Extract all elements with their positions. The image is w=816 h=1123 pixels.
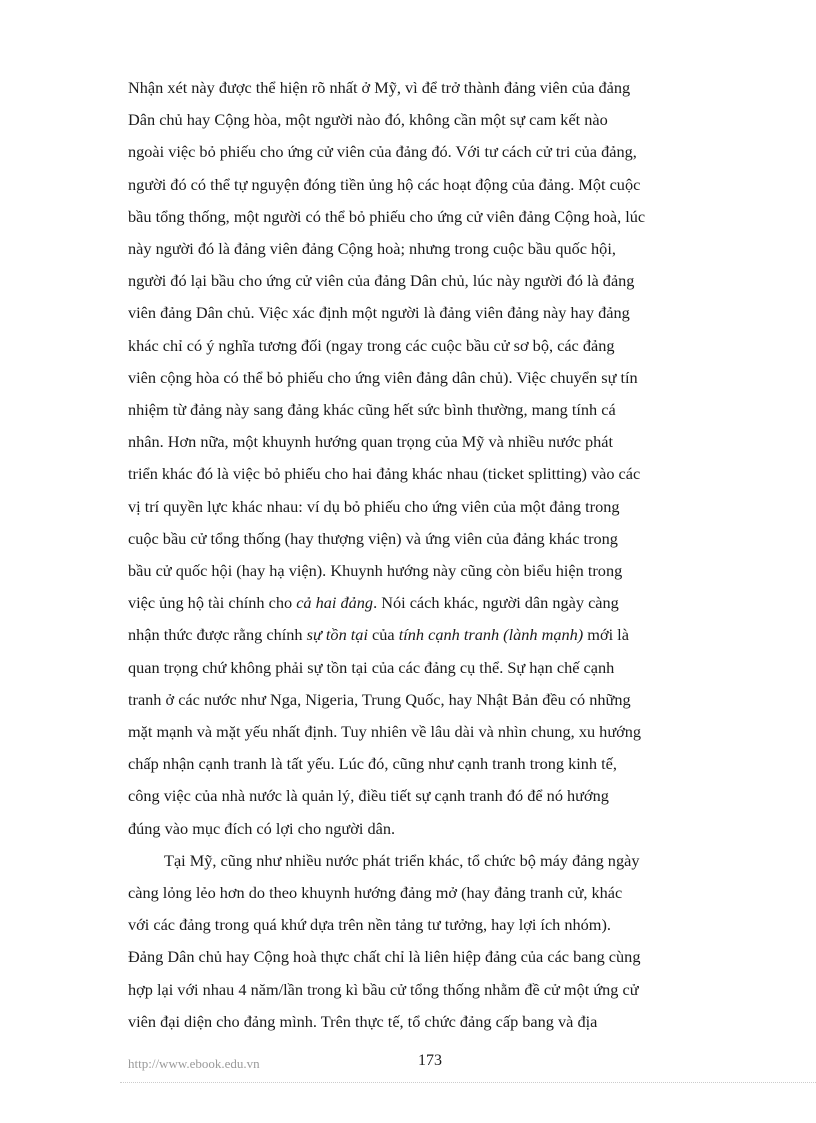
text-line: Nhận xét này được thể hiện rõ nhất ở Mỹ, vì để trở thành đảng viên của đảng	[128, 78, 631, 97]
paragraph	[128, 72, 694, 845]
text-line: bầu tổng thống, một người có thể bỏ phiếu cho ứng cử viên đảng Cộng hoà, lúc	[128, 206, 646, 226]
text-line: đúng vào mục đích có lợi cho người dân.	[128, 818, 396, 838]
page-number: 173	[418, 1052, 442, 1069]
text-line: người đó có thể tự nguyện đóng tiền ủng hộ các hoạt động của đảng. Một cuộc	[128, 174, 641, 194]
text-line: người đó lại bầu cho ứng cử viên của đảng Dân chủ, lúc này người đó là đảng	[128, 271, 635, 291]
text-line	[128, 619, 694, 651]
text-run: việc ủng hộ tài chính cho	[128, 593, 297, 613]
paragraph	[128, 845, 694, 1038]
text-line: Tại Mỹ, cũng như nhiều nước phát triển khác, tổ chức bộ máy đảng ngày	[164, 850, 640, 870]
text-run: . Nói cách khác, người dân ngày càng	[373, 593, 619, 613]
emphasis-text: cả hai đảng	[296, 593, 374, 613]
page-footer	[0, 1052, 816, 1082]
footer-divider	[120, 1082, 816, 1083]
text-line: với các đảng trong quá khứ dựa trên nền tảng tư tưởng, hay lợi ích nhóm).	[128, 915, 611, 935]
text-line: này người đó là đảng viên đảng Cộng hoà; nhưng trong cuộc bầu quốc hội,	[128, 239, 616, 259]
text-line: viên cộng hòa có thể bỏ phiếu cho ứng viên đảng dân chủ). Việc chuyển sự tín	[128, 367, 638, 387]
emphasis-text: sự tồn tại	[306, 625, 368, 645]
text-line: nhiệm từ đảng này sang đảng khác cũng hết sức bình thường, mang tính cá	[128, 400, 616, 420]
text-line	[128, 587, 694, 619]
text-line: Đảng Dân chủ hay Cộng hoà thực chất chỉ là liên hiệp đảng của các bang cùng	[128, 947, 641, 967]
text-line: mặt mạnh và mặt yếu nhất định. Tuy nhiên về lâu dài và nhìn chung, xu hướng	[128, 722, 642, 742]
text-line: công việc của nhà nước là quản lý, điều tiết sự cạnh tranh đó để nó hướng	[128, 786, 609, 806]
text-line: vị trí quyền lực khác nhau: ví dụ bỏ phiếu cho ứng viên của một đảng trong	[128, 496, 620, 516]
text-line: khác chỉ có ý nghĩa tương đối (ngay trong các cuộc bầu cử sơ bộ, các đảng	[128, 335, 615, 355]
text-line: triển khác đó là việc bỏ phiếu cho hai đảng khác nhau (ticket splitting) vào các	[128, 464, 641, 484]
text-line: tranh ở các nước như Nga, Nigeria, Trung Quốc, hay Nhật Bản đều có những	[128, 689, 631, 709]
emphasis-text: tính cạnh tranh (lành mạnh)	[398, 625, 584, 645]
text-run: mới là	[583, 625, 629, 645]
text-line: càng lỏng lẻo hơn do theo khuynh hướng đảng mở (hay đảng tranh cử, khác	[128, 883, 623, 903]
text-line: hợp lại với nhau 4 năm/lần trong kì bầu cử tổng thống nhằm đề cử một ứng cử	[128, 979, 639, 999]
page-body	[128, 72, 694, 1038]
footer-url: http://www.ebook.edu.vn	[128, 1056, 260, 1071]
text-line: quan trọng chứ không phải sự tồn tại của các đảng cụ thể. Sự hạn chế cạnh	[128, 657, 615, 677]
text-line: Dân chủ hay Cộng hòa, một người nào đó, không cần một sự cam kết nào	[128, 110, 608, 130]
text-line: ngoài việc bỏ phiếu cho ứng cử viên của đảng đó. Với tư cách cử tri của đảng,	[128, 142, 637, 162]
text-line: nhân. Hơn nữa, một khuynh hướng quan trọng của Mỹ và nhiều nước phát	[128, 432, 614, 452]
text-run: nhận thức được rằng chính	[128, 625, 307, 645]
text-line: cuộc bầu cử tổng thống (hay thượng viện) và ứng viên của đảng khác trong	[128, 528, 618, 548]
text-line: chấp nhận cạnh tranh là tất yếu. Lúc đó, cũng như cạnh tranh trong kinh tế,	[128, 754, 617, 774]
text-line: bầu cử quốc hội (hay hạ viện). Khuynh hướng này cũng còn biểu hiện trong	[128, 561, 623, 581]
text-line: viên đảng Dân chủ. Việc xác định một người là đảng viên đảng này hay đảng	[128, 303, 630, 323]
text-run: của	[367, 625, 399, 645]
text-line: viên đại diện cho đảng mình. Trên thực tế, tổ chức đảng cấp bang và địa	[128, 1011, 598, 1031]
